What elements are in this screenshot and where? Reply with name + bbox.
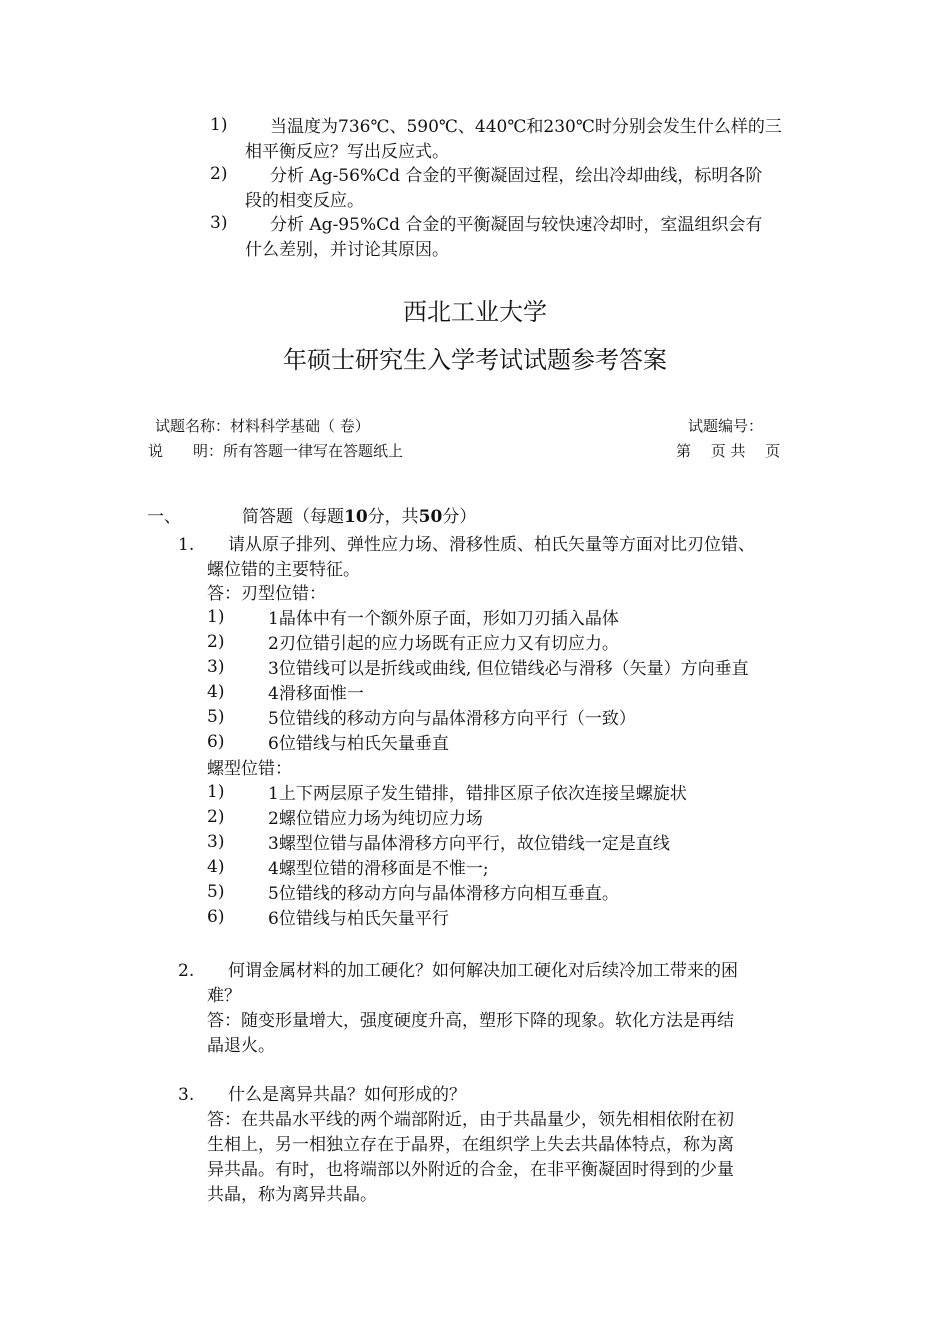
list-item-text: 5位错线的移动方向与晶体滑移方向相互垂直。 [268, 884, 619, 904]
question-number: 1. [178, 535, 195, 555]
list-item-text: 段的相变反应。 [245, 191, 364, 211]
answer-text: 共晶，称为离异共晶。 [207, 1185, 377, 1205]
list-number: 3) [210, 213, 228, 233]
question-number: 2. [178, 961, 195, 981]
list-number: 5) [207, 882, 225, 902]
list-number: 1) [207, 607, 225, 627]
answer-text: 答：在共晶水平线的两个端部附近，由于共晶量少，领先相相依附在初 [207, 1110, 734, 1130]
question-text: 什么是离异共晶？如何形成的？ [228, 1085, 466, 1105]
list-number: 5) [207, 707, 225, 727]
list-item-text: 2螺位错应力场为纯切应力场 [268, 809, 483, 829]
list-item-text: 4螺型位错的滑移面是不惟一; [268, 859, 489, 879]
list-number: 2) [207, 632, 225, 652]
list-item-text: 2刃位错引起的应力场既有正应力又有切应力。 [268, 634, 619, 654]
list-item-text: 5位错线的移动方向与晶体滑移方向平行（一致） [268, 709, 636, 729]
list-item-text: 相平衡反应？写出反应式。 [245, 142, 449, 162]
list-item-text: 3螺型位错与晶体滑移方向平行，故位错线一定是直线 [268, 834, 670, 854]
section-title: 简答题（每题10分，共50分） [242, 507, 477, 527]
list-number: 3) [207, 657, 225, 677]
list-number: 6) [207, 732, 225, 752]
question-number: 3. [178, 1085, 195, 1105]
question-text: 何谓金属材料的加工硬化？如何解决加工硬化对后续冷加工带来的困 [228, 961, 738, 981]
list-number: 2) [210, 164, 228, 184]
list-number: 6) [207, 907, 225, 927]
note-label: 说 明：所有答题一律写在答题纸上 [148, 442, 404, 460]
question-text: 螺位错的主要特征。 [207, 560, 360, 580]
list-item-text: 4滑移面惟一 [268, 684, 364, 704]
list-item-text: 6位错线与柏氏矢量垂直 [268, 734, 449, 754]
total-score: 50 [418, 507, 443, 527]
answer-heading: 答：刃型位错： [207, 584, 326, 604]
subject-label: 试题名称：材料科学基础（ 卷） [155, 417, 370, 435]
question-text: 难？ [207, 986, 241, 1006]
list-number: 4) [207, 857, 225, 877]
list-number: 4) [207, 682, 225, 702]
code-label: 试题编号： [688, 417, 764, 435]
list-item-text: 分析 Ag-56%Cd 合金的平衡凝固过程，绘出冷却曲线，标明各阶 [270, 166, 763, 186]
list-item-text: 1晶体中有一个额外原子面，形如刀刃插入晶体 [268, 609, 619, 629]
section-number: 一、 [147, 507, 181, 527]
list-item-text: 当温度为736℃、590℃、440℃和230℃时分别会发生什么样的三 [270, 117, 782, 137]
list-number: 1) [207, 782, 225, 802]
screw-heading: 螺型位错： [207, 759, 292, 779]
answer-text: 异共晶。有时，也将端部以外附近的合金，在非平衡凝固时得到的少量 [207, 1160, 734, 1180]
list-item-text: 什么差别，并讨论其原因。 [245, 240, 449, 260]
list-number: 3) [207, 832, 225, 852]
list-item-text: 1上下两层原子发生错排，错排区原子依次连接呈螺旋状 [268, 784, 687, 804]
list-number: 2) [207, 807, 225, 827]
question-text: 请从原子排列、弹性应力场、滑移性质、柏氏矢量等方面对比刃位错、 [228, 535, 755, 555]
exam-title: 年硕士研究生入学考试试题参考答案 [283, 346, 667, 374]
page-label: 第 页 共 页 [676, 442, 781, 460]
university-title: 西北工业大学 [403, 298, 547, 326]
per-question-score: 10 [344, 507, 368, 527]
answer-text: 答：随变形量增大，强度硬度升高，塑形下降的现象。软化方法是再结 [207, 1011, 734, 1031]
answer-text: 晶退火。 [207, 1036, 275, 1056]
list-item-text: 分析 Ag-95%Cd 合金的平衡凝固与较快速冷却时，室温组织会有 [270, 215, 763, 235]
answer-text: 生相上，另一相独立存在于晶界，在组织学上失去共晶体特点，称为离 [207, 1135, 734, 1155]
list-item-text: 3位错线可以是折线或曲线, 但位错线必与滑移（矢量）方向垂直 [268, 659, 749, 679]
list-item-text: 6位错线与柏氏矢量平行 [268, 909, 449, 929]
list-number: 1) [210, 115, 228, 135]
